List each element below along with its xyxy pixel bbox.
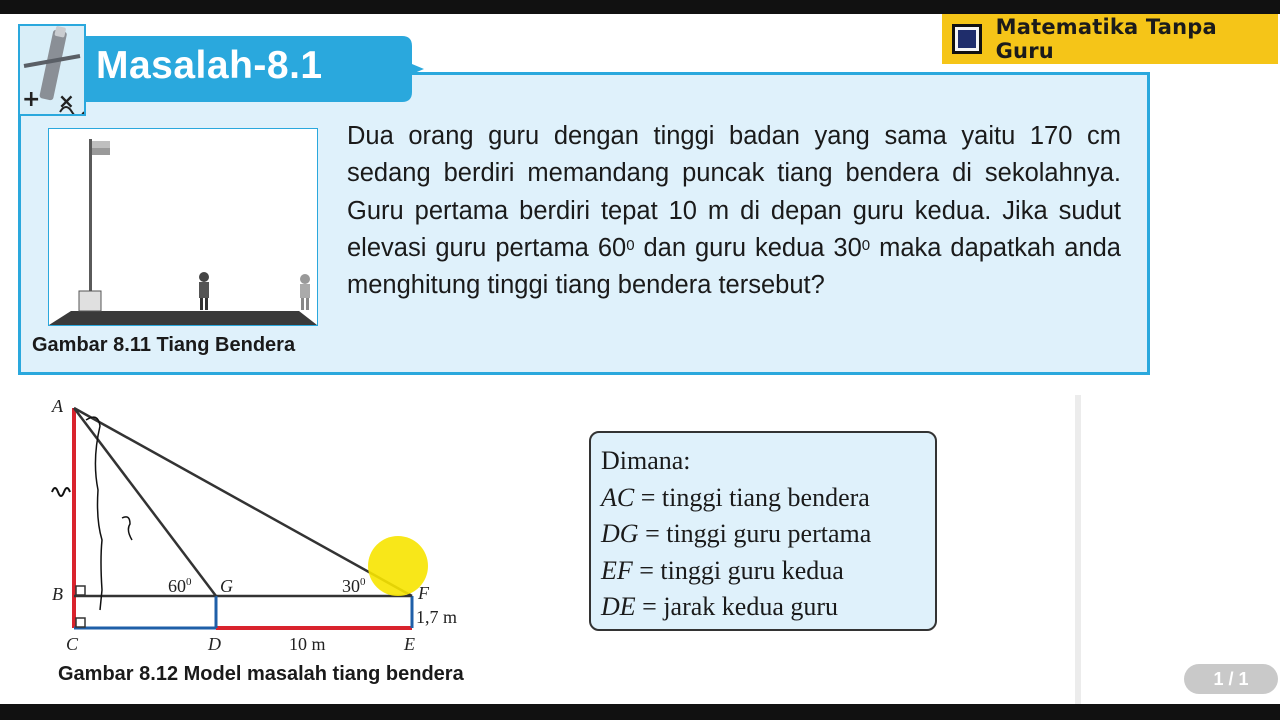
angle-label-f	[342, 576, 366, 596]
legend-row	[601, 589, 935, 626]
brand-name: Matematika Tanpa Guru	[995, 15, 1217, 63]
degree-superscript: 0	[626, 236, 635, 254]
problem-line: dan guru	[634, 233, 747, 262]
problem-line: di sekolahnya. Guru pertama berdiri tepat 10 m di depan	[347, 159, 1121, 225]
problem-statement	[347, 118, 1121, 304]
angle-value-g: 60	[168, 576, 186, 596]
height-label-ef: 1,7 m	[416, 607, 458, 627]
page-indicator[interactable]: 1 / 1	[1184, 664, 1278, 694]
flagpole-model-diagram	[40, 390, 480, 660]
point-label-a: A	[52, 396, 63, 416]
point-label-b: B	[52, 584, 63, 604]
angle-value-f: 30	[342, 576, 360, 596]
handwritten-mark	[86, 417, 102, 610]
line-of-sight-g	[74, 408, 216, 596]
legend-symbol: AC	[601, 482, 635, 512]
brand-logo-icon	[952, 24, 982, 54]
problem-line: kedua 30	[754, 233, 862, 262]
problem-title: Masalah-8.1	[96, 44, 323, 87]
legend-row	[601, 553, 935, 590]
handwritten-mark	[52, 488, 70, 496]
point-label-e: E	[404, 634, 415, 654]
legend-row	[601, 516, 935, 553]
point-label-g: G	[220, 576, 233, 596]
problem-line: guru kedua. Jika sudut elevasi guru pertama 60	[347, 196, 1121, 262]
legend-symbol: DE	[601, 592, 636, 621]
math-tools-icon	[18, 24, 86, 116]
figure-caption-8-11: Gambar 8.11 Tiang Bendera	[32, 334, 296, 356]
handwritten-mark	[122, 517, 132, 540]
problem-line: bendera tersebut?	[617, 271, 825, 300]
svg-text:×: ×	[58, 89, 75, 113]
angle-label-g	[168, 576, 192, 596]
distance-label-de: 10 m	[289, 634, 326, 654]
teacher-two-figure	[300, 274, 310, 310]
legend-text: = tinggi guru pertama	[638, 519, 872, 548]
flagpole-illustration	[48, 128, 318, 326]
line-of-sight-f	[74, 408, 412, 596]
problem-line: 170 cm sedang berdiri memandang puncak tiang bendera	[347, 122, 1121, 188]
right-angle-c	[76, 618, 85, 627]
top-black-bar	[0, 0, 1280, 14]
legend-symbol: EF	[601, 555, 633, 585]
scrollbar-track[interactable]	[1075, 395, 1081, 704]
legend-text: = tinggi tiang bendera	[634, 482, 870, 512]
point-label-f: F	[418, 583, 429, 603]
legend-row	[601, 480, 935, 517]
figure-caption-8-12: Gambar 8.12 Model masalah tiang bendera	[58, 663, 464, 685]
legend-heading: Dimana:	[601, 446, 691, 475]
legend-box	[589, 431, 937, 631]
bottom-black-bar	[0, 704, 1280, 720]
problem-line: Dua orang guru dengan tinggi badan yang sama yaitu	[347, 122, 1016, 150]
svg-text:+: +	[22, 87, 41, 112]
legend-text: = jarak kedua guru	[635, 592, 839, 621]
point-label-c: C	[66, 634, 79, 654]
legend-symbol: DG	[601, 519, 639, 548]
teacher-one-figure	[199, 272, 209, 310]
right-angle-b	[76, 586, 85, 595]
legend-text: = tinggi guru kedua	[632, 555, 844, 585]
problem-line: maka dapatkah anda menghitung tinggi tiang	[347, 233, 1121, 300]
brand-banner	[942, 14, 1278, 64]
degree-superscript: 0	[861, 236, 871, 254]
point-label-d: D	[208, 634, 221, 654]
angle-degree-g: 0	[186, 576, 192, 588]
angle-degree-f: 0	[360, 576, 366, 588]
